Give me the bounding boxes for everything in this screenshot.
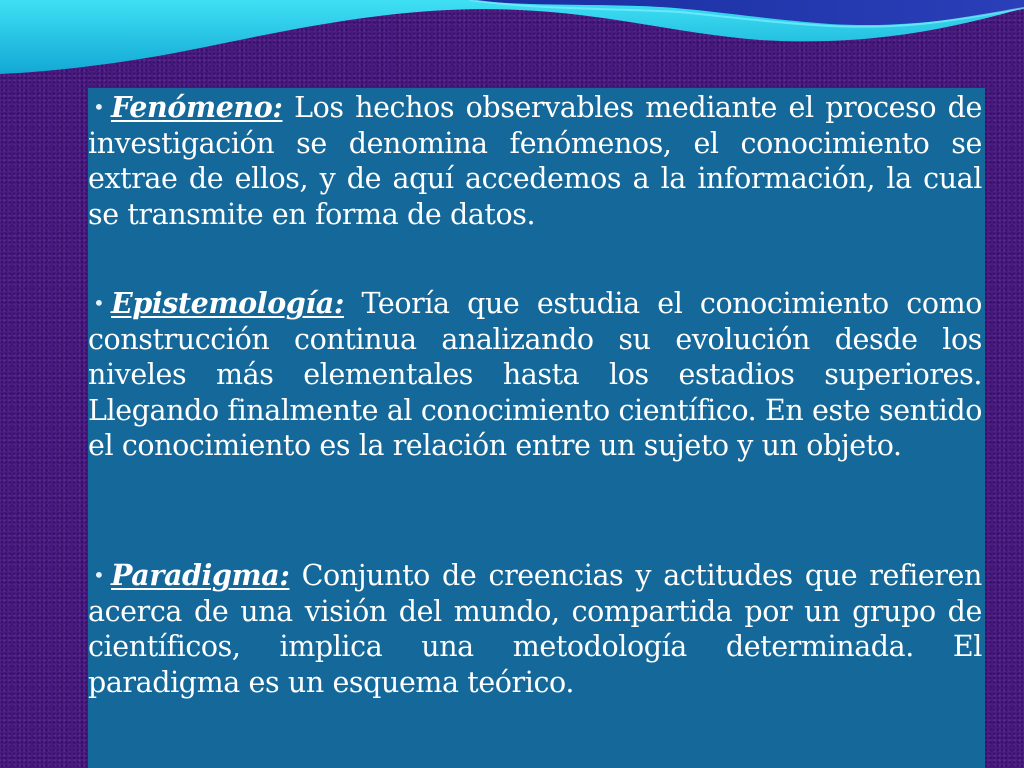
- bullet-marker: •: [93, 291, 105, 315]
- bullet-marker: •: [93, 563, 105, 587]
- content-panel: [88, 88, 985, 768]
- bullet-epistemologia: [88, 286, 982, 464]
- term-epistemologia: Epistemología:: [111, 286, 344, 320]
- definition-epistemologia: Teoría que estudia el conocimiento como construcción continua analizando su evolución desde los niveles más elementales hasta los estadios superiores. Llegando finalmente al conocimiento científico. En este sentido el conocimiento es la relación entre un sujeto y un objeto.: [88, 287, 982, 462]
- term-fenomeno: Fenómeno:: [111, 90, 283, 124]
- bullet-paradigma: [88, 558, 982, 700]
- bullet-marker: •: [93, 95, 105, 119]
- term-paradigma: Paradigma:: [111, 558, 290, 592]
- definition-fenomeno: Los hechos observables mediante el proceso de investigación se denomina fenómenos, el conocimiento se extrae de ellos, y de aquí accedemos a la información, la cual se transmite en forma de datos.: [88, 91, 982, 231]
- bullet-fenomeno: [88, 90, 982, 232]
- wave-header-decoration: [0, 0, 1024, 80]
- definition-paradigma: Conjunto de creencias y actitudes que refieren acerca de una visión del mundo, compartida por un grupo de científicos, implica una metodología determinada. El paradigma es un esquema teórico.: [88, 559, 982, 699]
